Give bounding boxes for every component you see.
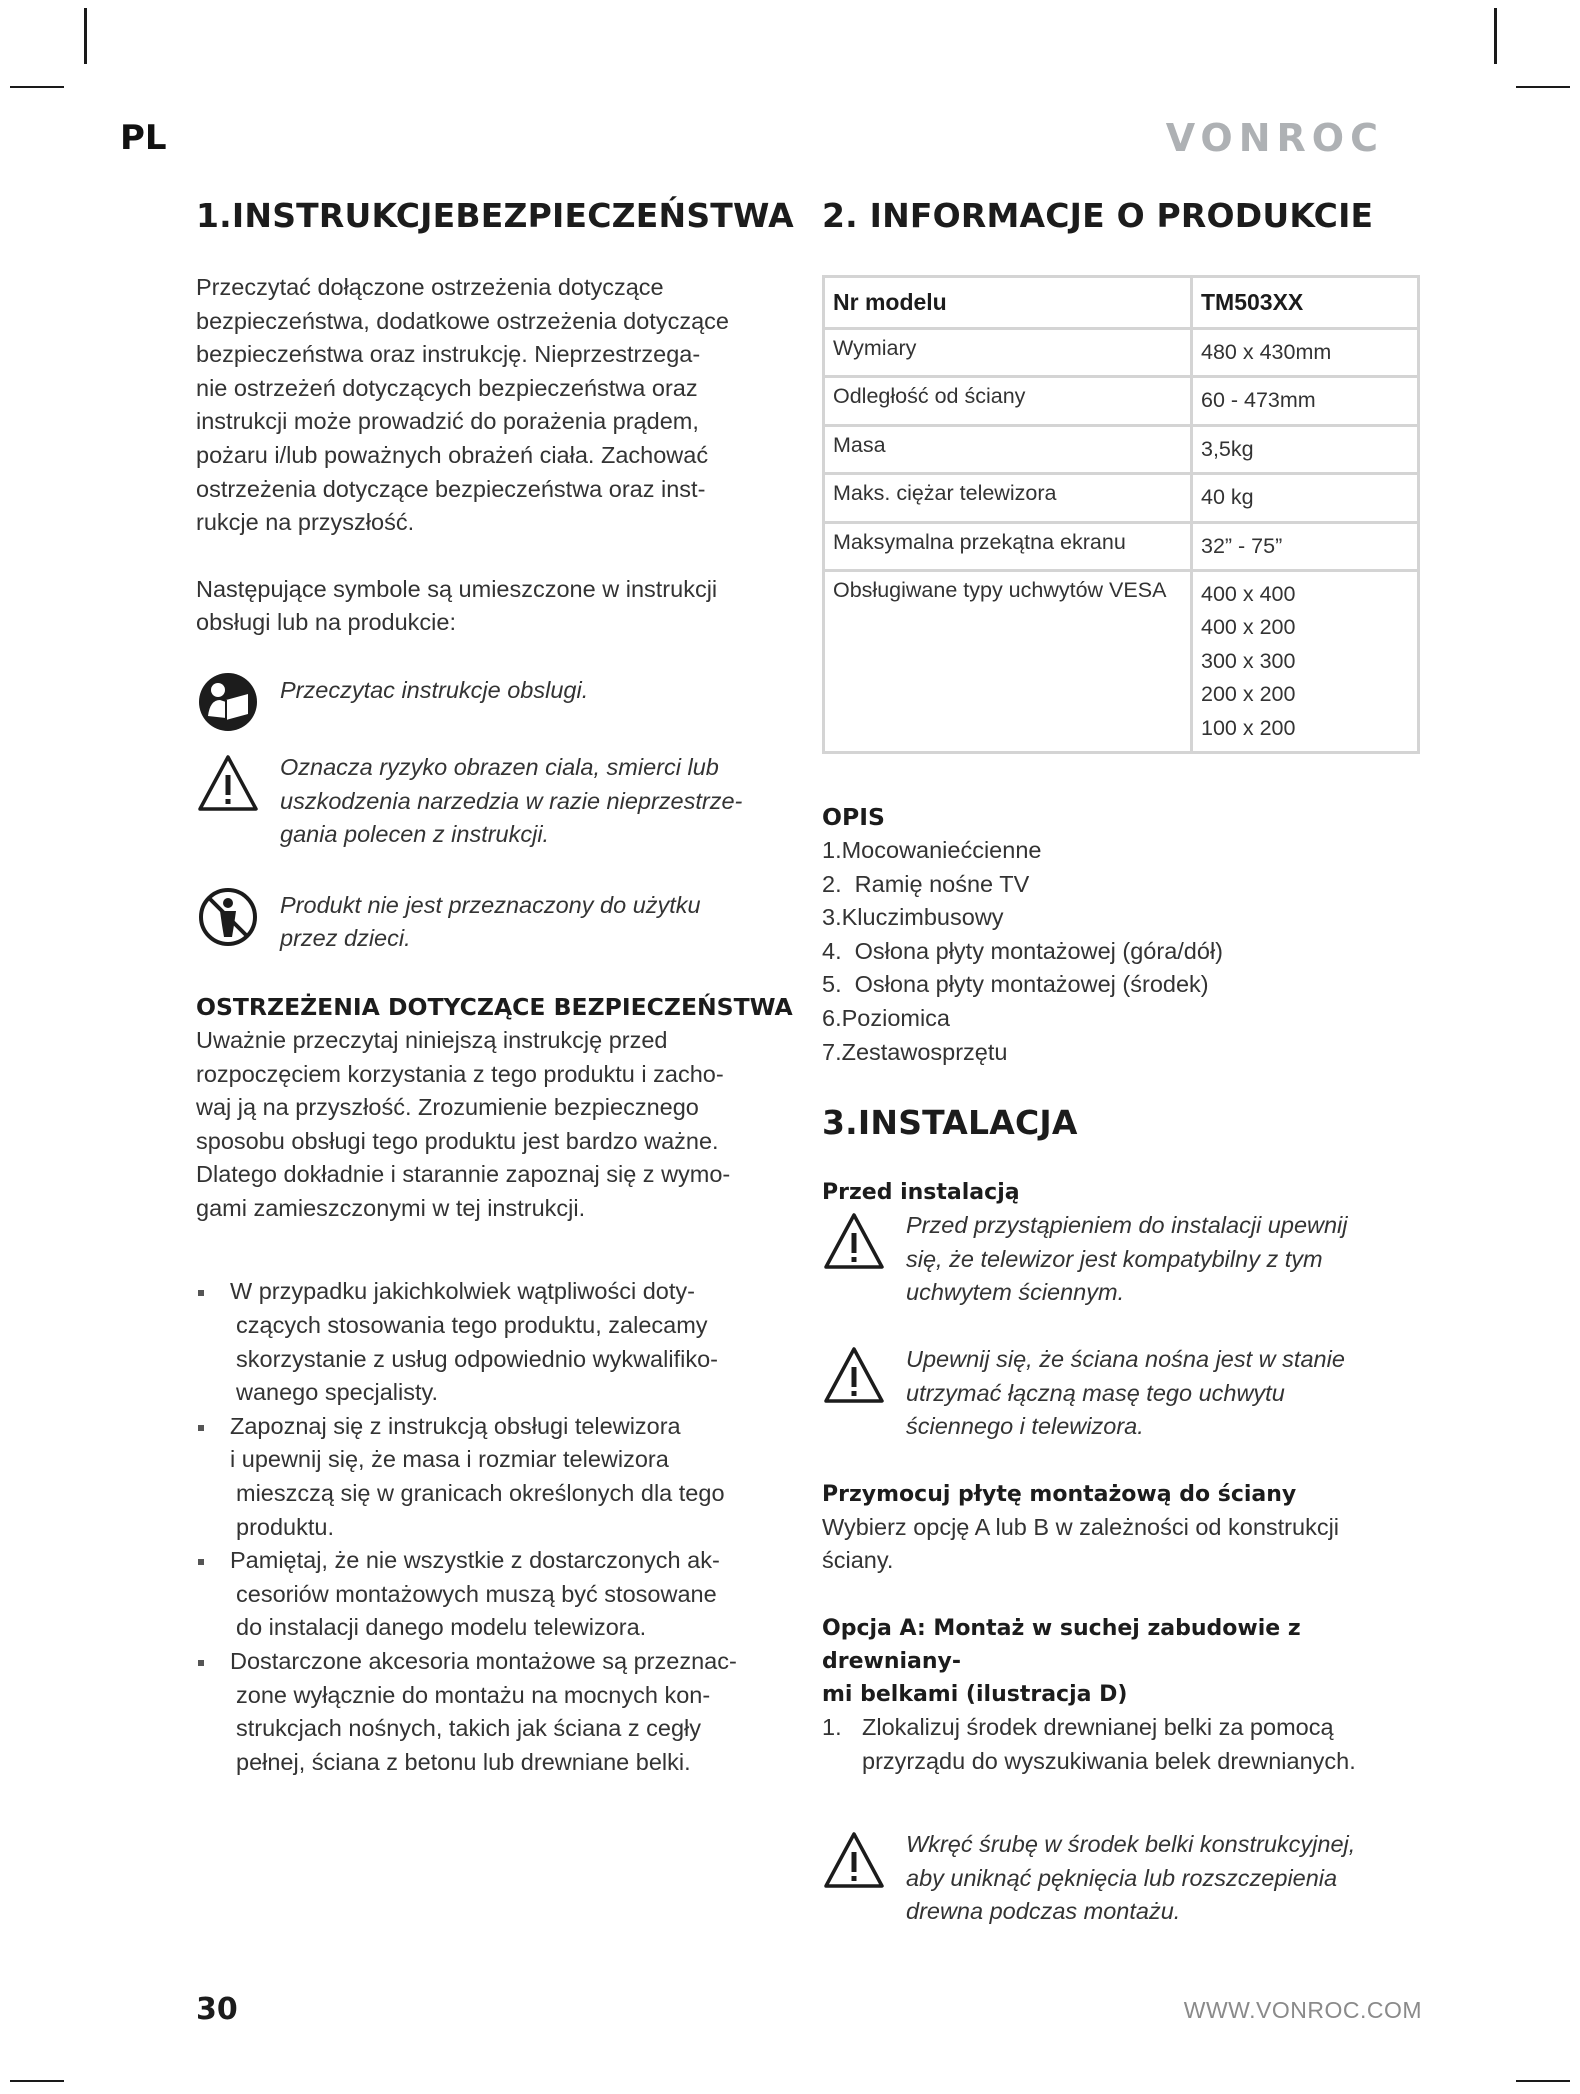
warning-text: uchwytem ściennym. [906,1279,1125,1306]
warning-triangle-icon [822,1209,886,1273]
description-list [822,834,1422,1069]
warning-note [822,1828,1422,1929]
step-text: Zlokalizuj środek drewnianej belki za pomocą przyrządu do wyszukiwania belek drewnianych. [862,1713,1356,1774]
warning-text: się, że telewizor jest kompatybilny z tym [906,1245,1323,1272]
installation-title: 3.INSTALACJA [822,1103,1078,1143]
list-item: Dostarczone akcesoria montażowe są przeznac- zone wyłącznie do montażu na mocnych kon- strukcjach nośnych, takich jak ściana z cegły pełnej, ściana z betonu lub drewniane belki. [196,1645,796,1779]
table-row [824,425,1419,473]
crop-mark [10,86,64,88]
list-item: 4. Osłona płyty montażowej (góra/dół) [822,937,1223,964]
warning-text: aby uniknąć pęknięcia lub rozszczepienia [906,1864,1338,1891]
spec-value: TM503XX [1192,277,1419,329]
option-a-title: Opcja A: Montaż w suchej zabudowie z drewniany- mi belkami (ilustracja D) [822,1615,1301,1707]
symbol-text: gania polecen z instrukcji. [280,821,550,848]
spec-key: Maks. ciężar telewizora [824,474,1192,522]
warning-note [822,1209,1422,1310]
warning-text: Przed przystąpieniem do instalacji upewnij [906,1212,1348,1239]
crop-mark [1494,8,1497,64]
product-info-title: 2. INFORMACJE O PRODUKCIE [822,196,1374,235]
warning-text: Upewnij się, że ściana nośna jest w stanie [906,1346,1345,1372]
mount-plate-title: Przymocuj płytę montażową do ściany [822,1481,1297,1507]
list-item: 3.Kluczimbusowy [822,904,1004,931]
symbol-text: Przeczytac instrukcje obslugi. [280,676,589,703]
symbol-text: Produkt nie jest przeznaczony do użytku [280,891,701,918]
crop-mark [1516,86,1570,88]
list-item: 7.Zestawosprzętu [822,1038,1008,1065]
warning-text: ściennego i telewizora. [906,1413,1144,1440]
crop-mark [84,8,87,64]
no-children-icon [196,885,260,949]
left-column [196,196,796,1779]
warnings-list [196,1275,796,1779]
list-item: 5. Osłona płyty montażowej (środek) [822,971,1209,998]
table-row [824,522,1419,570]
warning-triangle-icon [196,751,260,815]
table-row [824,329,1419,377]
warning-text: Wkręć śrubę w środek belki konstrukcyjnej, [906,1831,1356,1858]
spec-value: 400 x 400 400 x 200 300 x 300 200 x 200 100 x 200 [1192,571,1419,753]
list-item: 6.Poziomica [822,1005,950,1032]
list-item: Zapoznaj się z instrukcją obsługi telewizora i upewnij się, że masa i rozmiar telewizora mieszczą się w granicach określonych dla tego produktu. [196,1410,796,1544]
spec-key: Odległość od ściany [824,377,1192,425]
warning-text: utrzymać łączną masę tego uchwytu [906,1379,1285,1406]
right-column [822,196,1422,1929]
warning-text: drewna podczas montażu. [906,1898,1181,1925]
spec-value: 3,5kg [1192,425,1419,473]
warnings-title: OSTRZEŻENIA DOTYCZĄCE BEZPIECZEŃSTWA [196,992,793,1021]
option-a-step [822,1711,1422,1778]
table-row [824,474,1419,522]
list-item: Pamiętaj, że nie wszystkie z dostarczonych ak- cesoriów montażowych muszą być stosowane do instalacji danego modelu telewizora. [196,1544,796,1645]
safety-intro: Przeczytać dołączone ostrzeżenia dotyczące bezpieczeństwa, dodatkowe ostrzeżenia dotyczące bezpieczeństwa oraz instrukcję. Nieprzestrzega- nie ostrzeżeń dotyczących bezpieczeństwa oraz instrukcji może prowadzić do porażenia prądem, pożaru i/lub poważnych obrażeń ciała. Zachować ostrzeżenia dotyczące bezpieczeństwa oraz inst- rukcje na przyszłość. [196,274,729,536]
warning-triangle-icon [822,1343,886,1407]
spec-key: Masa [824,425,1192,473]
list-item: W przypadku jakichkolwiek wątpliwości doty- czących stosowania tego produktu, zalecamy skorzystanie z usług odpowiednio wykwalifiko- wanego specjalisty. [196,1275,796,1409]
read-manual-icon [196,670,260,734]
before-install-title: Przed instalacją [822,1180,1020,1206]
warning-triangle-icon [822,1828,886,1892]
mount-plate-text: Wybierz opcję A lub B w zależności od konstrukcji ściany. [822,1513,1340,1574]
symbol-text: przez dzieci. [280,925,411,952]
spec-key: Maksymalna przekątna ekranu [824,522,1192,570]
list-item: 1.Mocowaniećcienne [822,837,1042,864]
spec-key: Wymiary [824,329,1192,377]
symbol-warning [196,751,796,852]
spec-value: 480 x 430mm [1192,329,1419,377]
brand-logo: VONROC [1165,116,1384,160]
symbol-no-children [196,885,796,956]
table-row [824,277,1419,329]
website-url: WWW.VONROC.COM [1183,1997,1422,2023]
spec-key: Obsługiwane typy uchwytów VESA [824,571,1192,753]
symbol-text: Oznacza ryzyko obrazen ciala, smierci lub [280,753,719,780]
table-row [824,571,1419,753]
list-item: 2. Ramię nośne TV [822,870,1030,897]
step-number: 1. [822,1713,842,1740]
crop-mark [10,2080,64,2082]
description-title: OPIS [822,803,885,832]
symbol-text: uszkodzenia narzedzia w razie nieprzestrze- [280,787,743,814]
spec-value: 40 kg [1192,474,1419,522]
spec-key: Nr modelu [824,277,1192,329]
warnings-intro: Uważnie przeczytaj niniejszą instrukcję przed rozpoczęciem korzystania z tego produktu i zacho- waj ją na przyszłość. Zrozumienie bezpiecznego sposobu obsługi tego produktu jest bardzo ważne. Dlatego dokładnie i starannie zapoznaj się z wymo- gami zamieszczonymi w tej instrukcji. [196,1026,731,1221]
spec-value: 32” - 75” [1192,522,1419,570]
table-row [824,377,1419,425]
symbol-read-manual [196,670,796,734]
page-number: 30 [196,1992,238,2027]
warning-note [822,1343,1422,1444]
spec-table [822,275,1420,754]
language-code: PL [120,118,167,158]
symbols-intro: Następujące symbole są umieszczone w instrukcji obsługi lub na produkcie: [196,575,718,636]
crop-mark [1516,2080,1570,2082]
spec-value: 60 - 473mm [1192,377,1419,425]
safety-section-title: 1.INSTRUKCJEBEZPIECZEŃSTWA [196,196,794,235]
